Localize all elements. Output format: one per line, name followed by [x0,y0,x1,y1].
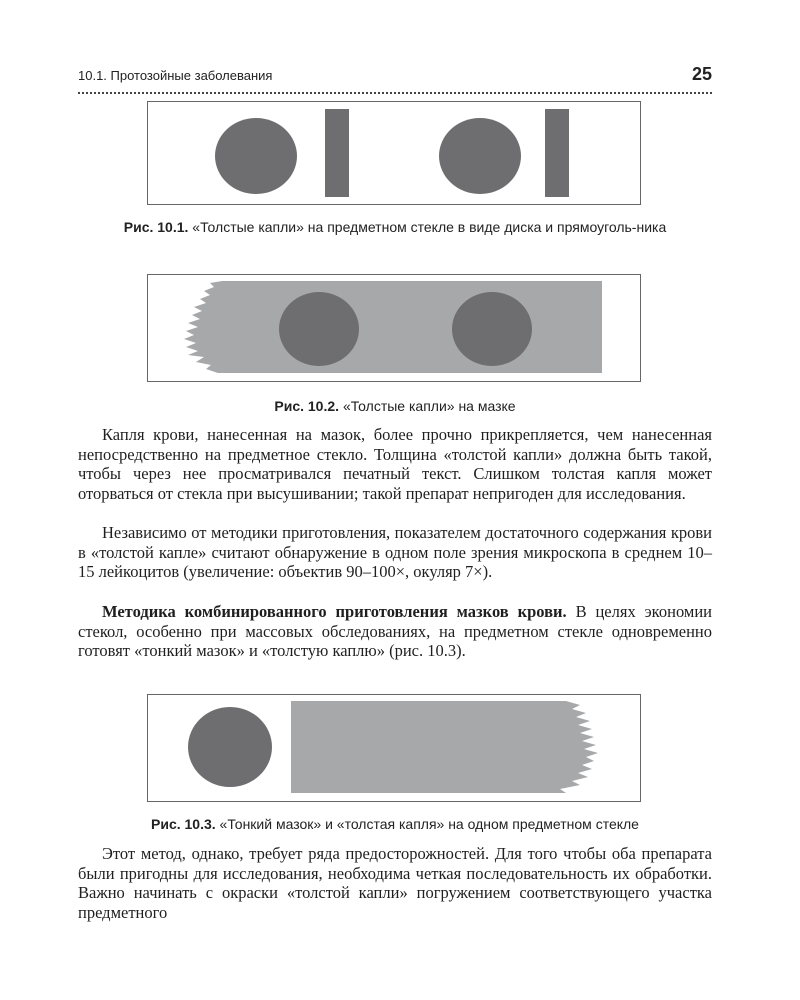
paragraph-text: Капля крови, нанесенная на мазок, более прочно прикрепляется, чем нанесенная непосредственно на предметное стекло. Толщина «толстой капли» должна быть такой, чтобы через нее просматривался печатный текст. Слишком толстая капля может оторваться от стекла при высушивании; такой препарат непригоден для исследования. [78,425,712,503]
figure-10-2-slide [147,274,641,382]
caption-label: Рис. 10.1. [123,219,189,235]
figure-10-3-slide [147,694,641,802]
paragraph-text: В целях экономии стекол, особенно при массовых обследованиях, на предметном стекле одновременно готовят «тонкий мазок» и «толстую каплю» (рис. 10.3). [78,602,712,661]
header-section-title: 10.1. Протозойные заболевания [78,68,273,83]
thin-smear [291,701,598,793]
thick-drop-rectangle [545,109,569,197]
body-paragraph [78,425,712,503]
caption-text: «Толстые капли» на предметном стекле в виде диска и прямоуголь-ника [192,219,667,235]
caption-text: «Толстые капли» на мазке [342,398,516,414]
paragraph-text: Этот метод, однако, требует ряда предосторожностей. Для того чтобы оба препарата были пригодны для исследования, необходима четкая последовательность их обработки. Важно начинать с окраски «толстой капли» погружением соответствующего участка предметного [78,844,712,922]
thick-drop-disc [439,118,521,194]
figure-caption-10-2 [78,397,712,416]
paragraph-bold-lead: Методика комбинированного приготовления мазков крови. [102,602,567,621]
caption-label: Рис. 10.3. [151,816,216,832]
thick-drop-on-smear [452,292,532,366]
caption-label: Рис. 10.2. [274,398,340,414]
caption-text: «Тонкий мазок» и «толстая капля» на одном предметном стекле [219,816,639,832]
thick-drop [188,707,272,787]
figure-10-1-slide [147,101,641,205]
paragraph-text: Независимо от методики приготовления, показателем достаточного содержания крови в «толстой капле» считают обнаружение в одном поле зрения микроскопа в среднем 10–15 лейкоцитов (увеличение: объектив 90–100×, окуляр 7×). [78,523,712,582]
thick-drop-rectangle [325,109,349,197]
figure-caption-10-3 [78,815,712,834]
body-paragraph [78,844,712,922]
thick-drop-on-smear [279,292,359,366]
blood-smear [184,281,602,373]
body-paragraph [78,602,712,661]
body-paragraph [78,523,712,582]
running-header [78,62,712,94]
thick-drop-disc [215,118,297,194]
figure-caption-10-1 [78,218,712,237]
page-number: 25 [691,64,712,84]
